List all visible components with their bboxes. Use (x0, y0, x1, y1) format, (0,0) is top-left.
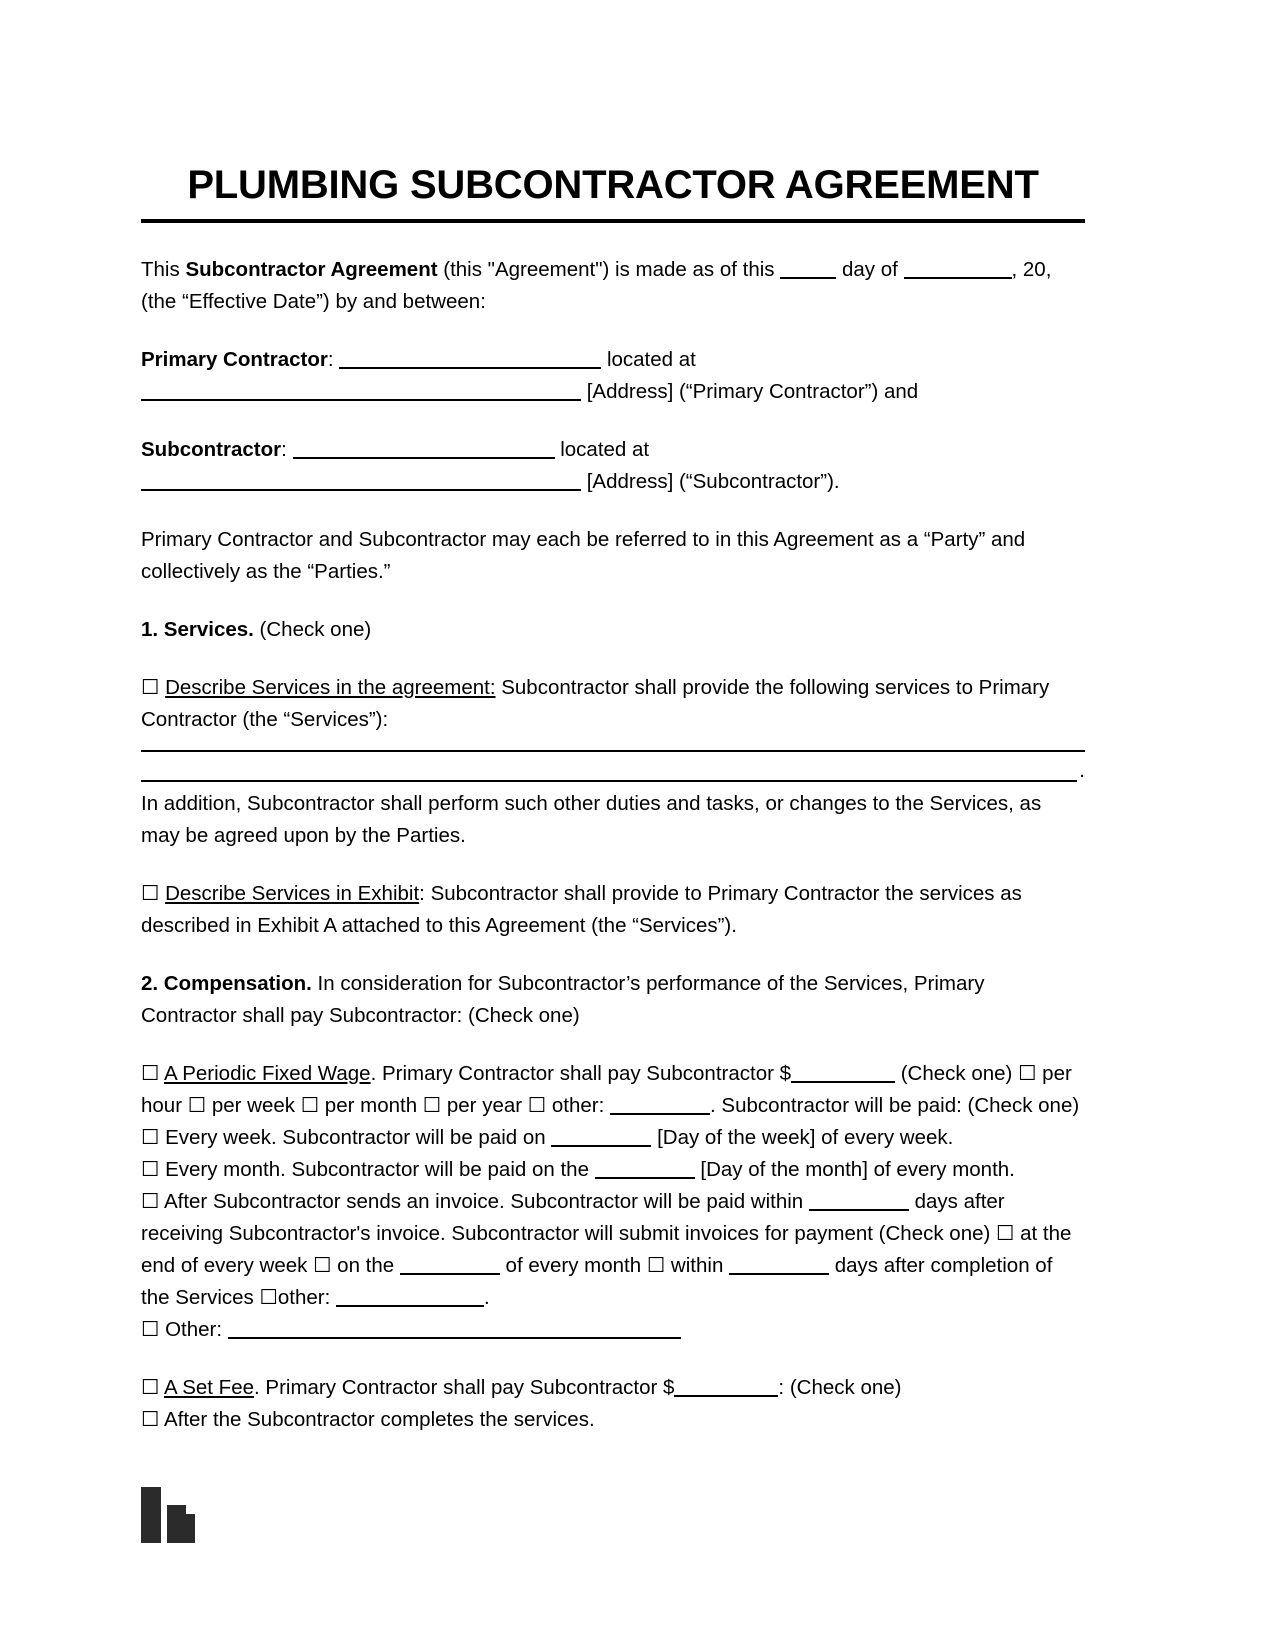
after-invoice-days-blank[interactable] (809, 1194, 909, 1211)
primary-contractor-located-at: located at (601, 347, 696, 371)
invoice-other-period: . (484, 1285, 490, 1309)
checkbox-after-completion[interactable]: ☐ (141, 1407, 160, 1431)
compensation-number-label: 2. Compensation. (141, 971, 312, 995)
on-the-label: on the (331, 1253, 400, 1277)
intro-lead: This (141, 257, 186, 281)
primary-contractor-address-blank[interactable] (141, 384, 581, 401)
intro-after-month: , 20, (the “Effective Date”) by and between: (141, 257, 1052, 313)
at-end-of-week-label: at the end of every week (141, 1221, 1072, 1277)
set-fee-amount-blank[interactable] (674, 1380, 778, 1397)
services-heading (141, 614, 1085, 646)
checkbox-per-month[interactable]: ☐ (300, 1093, 320, 1117)
periodic-wage-part1: . Primary Contractor shall pay Subcontractor $ (370, 1061, 792, 1085)
subcontractor-label: Subcontractor (141, 437, 282, 461)
schedule-other-label: Other: (159, 1317, 228, 1341)
primary-contractor-colon: : (327, 347, 334, 371)
legal-templates-logo-icon (141, 1487, 195, 1543)
every-week-part1: Every week. Subcontractor will be paid on (159, 1125, 552, 1149)
services-option-in-agreement (141, 672, 1085, 736)
checkbox-invoice-other[interactable]: ☐ (259, 1285, 278, 1309)
invoice-other-label: other: (277, 1285, 337, 1309)
intro-after-day: day of (836, 257, 904, 281)
primary-contractor-name-blank[interactable] (339, 352, 601, 369)
checkbox-set-fee[interactable]: ☐ (141, 1375, 160, 1399)
checkbox-after-invoice[interactable]: ☐ (141, 1189, 160, 1213)
every-month-part1: Every month. Subcontractor will be paid on the (159, 1157, 595, 1181)
days-after-completion-label: days after completion of the Services (141, 1253, 1053, 1309)
within-label: within (665, 1253, 730, 1277)
periodic-wage-part2: (Check one) (895, 1061, 1019, 1085)
set-fee-part2: : (Check one) (778, 1375, 902, 1399)
per-week-label: per week (206, 1093, 301, 1117)
checkbox-on-the-day-of-month[interactable]: ☐ (313, 1253, 332, 1277)
set-fee-part1: . Primary Contractor shall pay Subcontractor $ (254, 1375, 675, 1399)
wage-other-label: other: (546, 1093, 610, 1117)
intro-paragraph (141, 254, 1085, 318)
services-in-addition-paragraph: In addition, Subcontractor shall perform such other duties and tasks, or changes to the Services, as may be agreed upon by the Parties. (141, 791, 1042, 847)
per-year-label: per year (441, 1093, 528, 1117)
periodic-wage-amount-blank[interactable] (791, 1066, 895, 1083)
invoice-month-day-blank[interactable] (400, 1258, 500, 1275)
checkbox-every-week[interactable]: ☐ (141, 1125, 160, 1149)
subcontractor-address-blank[interactable] (141, 474, 581, 491)
services-description-line-2-row (141, 758, 1085, 782)
services-number-label: 1. Services. (141, 617, 254, 641)
checkbox-per-hour[interactable]: ☐ (1018, 1061, 1037, 1085)
checkbox-within-days[interactable]: ☐ (646, 1253, 666, 1277)
checkbox-periodic-fixed-wage[interactable]: ☐ (141, 1061, 160, 1085)
document-body (141, 0, 1085, 1436)
checkbox-describe-services-agreement[interactable]: ☐ (141, 675, 160, 699)
subcontractor-block (141, 434, 1085, 498)
logo-folded-corner (186, 1505, 195, 1514)
logo-vertical-bar (141, 1487, 161, 1543)
checkbox-every-month[interactable]: ☐ (141, 1157, 160, 1181)
subcontractor-located-at: located at (554, 437, 650, 461)
day-blank[interactable] (780, 262, 836, 279)
checkbox-per-year[interactable]: ☐ (422, 1093, 442, 1117)
describe-services-agreement-label: Describe Services in the agreement: (165, 675, 496, 699)
after-invoice-part2: days after receiving Subcontractor's invoice. Subcontractor will submit invoices for payment (Check one) (141, 1189, 1005, 1245)
every-month-part2: [Day of the month] of every month. (694, 1157, 1015, 1181)
page-title: PLUMBING SUBCONTRACTOR AGREEMENT (187, 163, 1039, 207)
checkbox-wage-other[interactable]: ☐ (527, 1093, 547, 1117)
intro-bold-term: Subcontractor Agreement (185, 257, 438, 281)
periodic-fixed-wage-label: A Periodic Fixed Wage (163, 1061, 371, 1085)
after-completion-label: After the Subcontractor completes the services. (159, 1407, 595, 1431)
describe-services-agreement-text: Subcontractor shall provide the following services to Primary Contractor (the “Services”): (141, 675, 1050, 731)
services-description-line-2[interactable] (141, 758, 1077, 782)
describe-services-exhibit-text: : Subcontractor shall provide to Primary Contractor the services as described in Exhibit A attached to this Agreement (the “Services”). (141, 881, 1022, 937)
set-fee-block (141, 1372, 1085, 1436)
checkbox-schedule-other[interactable]: ☐ (141, 1317, 160, 1341)
wage-after-other: . Subcontractor will be paid: (Check one) (710, 1093, 1080, 1117)
schedule-other-blank[interactable] (228, 1322, 681, 1339)
primary-contractor-label: Primary Contractor (141, 347, 328, 371)
checkbox-describe-services-exhibit[interactable]: ☐ (141, 881, 160, 905)
services-description-period: . (1079, 759, 1085, 783)
intro-after-term: (this "Agreement") is made as of this (437, 257, 781, 281)
checkbox-per-week[interactable]: ☐ (187, 1093, 207, 1117)
every-month-day-blank[interactable] (595, 1162, 695, 1179)
every-week-day-blank[interactable] (551, 1130, 651, 1147)
within-days-blank[interactable] (729, 1258, 829, 1275)
compensation-intro: In consideration for Subcontractor’s performance of the Services, Primary Contractor shall pay Subcontractor: (Check one) (141, 971, 985, 1027)
primary-contractor-address-tag: [Address] (“Primary Contractor”) and (581, 379, 919, 403)
subcontractor-address-tag: [Address] (“Subcontractor”). (581, 469, 840, 493)
after-invoice-part1: After Subcontractor sends an invoice. Subcontractor will be paid within (159, 1189, 809, 1213)
set-fee-label: A Set Fee (163, 1375, 254, 1399)
per-month-label: per month (319, 1093, 423, 1117)
compensation-heading (141, 968, 1085, 1032)
invoice-other-blank[interactable] (336, 1290, 484, 1307)
subcontractor-colon: : (281, 437, 287, 461)
services-option-exhibit (141, 878, 1085, 942)
party-definition-paragraph: Primary Contractor and Subcontractor may each be referred to in this Agreement as a “Party” and collectively as the “Parties.” (141, 527, 1026, 583)
primary-contractor-block (141, 344, 1085, 408)
every-week-part2: [Day of the week] of every week. (651, 1125, 954, 1149)
periodic-wage-block (141, 1058, 1085, 1346)
of-every-month-label: of every month (499, 1253, 647, 1277)
services-check-one: (Check one) (253, 617, 372, 641)
wage-other-blank[interactable] (610, 1098, 710, 1115)
checkbox-at-end-of-week[interactable]: ☐ (996, 1221, 1015, 1245)
subcontractor-name-blank[interactable] (293, 442, 555, 459)
per-hour-label: per hour (141, 1061, 1072, 1117)
month-blank[interactable] (904, 262, 1012, 279)
describe-services-exhibit-label: Describe Services in Exhibit (165, 881, 420, 905)
